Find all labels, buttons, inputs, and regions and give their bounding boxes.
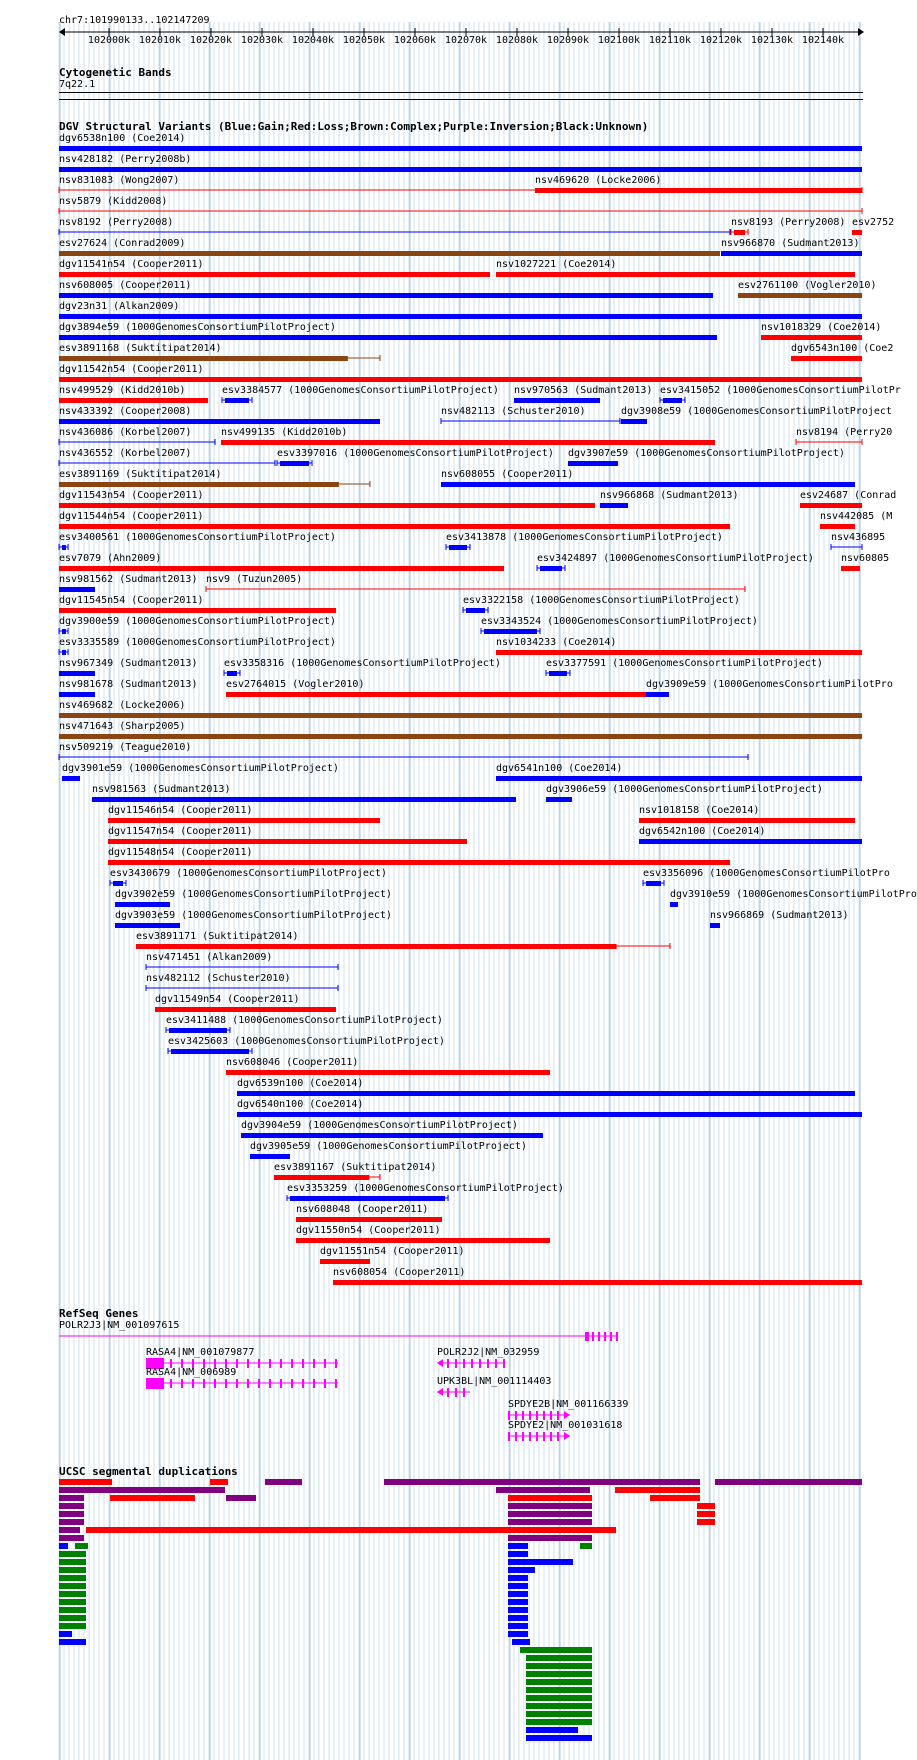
segdup-block[interactable] (59, 1575, 86, 1581)
dgv-feature-label: esv3891171 (Suktitipat2014) (136, 931, 299, 942)
dgv-feature-label: dgv11548n54 (Cooper2011) (108, 847, 253, 858)
dgv-feature-label: nsv471643 (Sharp2005) (59, 721, 186, 732)
dgv-feature-label: esv2764015 (Vogler2010) (226, 679, 365, 690)
dgv-feature-label: esv3358316 (1000GenomesConsortiumPilotProject) (224, 658, 501, 669)
ruler-tick-label: 102100k (597, 35, 641, 46)
segdup-block[interactable] (59, 1519, 84, 1525)
ruler-tick-label: 102090k (546, 35, 590, 46)
ruler-tick-label: 102110k (648, 35, 692, 46)
dgv-feature-label: nsv436895 (831, 532, 886, 543)
segdup-block[interactable] (526, 1703, 592, 1709)
dgv-feature-label: esv3891168 (Suktitipat2014) (59, 343, 222, 354)
dgv-feature-label: dgv3903e59 (1000GenomesConsortiumPilotProject) (115, 910, 392, 921)
segdup-block[interactable] (715, 1479, 862, 1485)
dgv-feature-label: esv3353259 (1000GenomesConsortiumPilotProject) (287, 1183, 564, 1194)
ruler-position: chr7:101990133..102147209 (59, 15, 210, 26)
segdup-block[interactable] (526, 1687, 592, 1693)
dgv-feature-label: esv3430679 (1000GenomesConsortiumPilotProject) (110, 868, 387, 879)
refseq-gene-label: POLR2J3|NM_001097615 (59, 1320, 180, 1331)
refseq-gene-label: SPDYE2|NM_001031618 (508, 1420, 623, 1431)
dgv-feature-label: dgv11549n54 (Cooper2011) (155, 994, 300, 1005)
refseq-gene-label: UPK3BL|NM_001114403 (437, 1376, 552, 1387)
dgv-feature-label: esv3400561 (1000GenomesConsortiumPilotProject) (59, 532, 336, 543)
ruler-tick-label: 102030k (240, 35, 284, 46)
dgv-feature-label: nsv981563 (Sudmant2013) (92, 784, 231, 795)
segdup-block[interactable] (520, 1647, 592, 1653)
segdup-block[interactable] (508, 1631, 528, 1637)
dgv-feature-label: nsv981678 (Sudmant2013) (59, 679, 198, 690)
dgv-track-title: DGV Structural Variants (Blue:Gain;Red:Loss;Brown:Complex;Purple:Inversion;Black:Unknown) (59, 120, 649, 133)
dgv-feature-label: dgv11542n54 (Cooper2011) (59, 364, 204, 375)
segdup-block[interactable] (59, 1583, 86, 1589)
dgv-feature-label: dgv3906e59 (1000GenomesConsortiumPilotProject) (546, 784, 823, 795)
ruler-tick-label: 102070k (444, 35, 488, 46)
dgv-feature-label: dgv11546n54 (Cooper2011) (108, 805, 253, 816)
dgv-feature-label: nsv482113 (Schuster2010) (441, 406, 586, 417)
cytoband-track-title: Cytogenetic Bands (59, 66, 172, 79)
dgv-feature-label: nsv608048 (Cooper2011) (296, 1204, 429, 1215)
dgv-feature-label: dgv3904e59 (1000GenomesConsortiumPilotProject) (241, 1120, 518, 1131)
dgv-feature-label: esv3424897 (1000GenomesConsortiumPilotProject) (537, 553, 814, 564)
segdup-block[interactable] (210, 1479, 228, 1485)
dgv-feature-label: dgv6540n100 (Coe2014) (237, 1099, 364, 1110)
dgv-feature-label: dgv11550n54 (Cooper2011) (296, 1225, 441, 1236)
segdup-block[interactable] (526, 1711, 592, 1717)
segdup-block[interactable] (615, 1487, 700, 1493)
cytoband-label: 7q22.1 (59, 79, 96, 90)
dgv-feature-label: nsv499529 (Kidd2010b) (59, 385, 186, 396)
dgv-feature-label: esv3415052 (1000GenomesConsortiumPilotPr (660, 385, 901, 396)
refseq-gene-label: RASA4|NM_006989 (146, 1367, 237, 1378)
ruler-tick-label: 102130k (750, 35, 794, 46)
dgv-feature-label: dgv3900e59 (1000GenomesConsortiumPilotProject) (59, 616, 336, 627)
segdup-block[interactable] (526, 1663, 592, 1669)
segdup-block[interactable] (110, 1495, 195, 1501)
dgv-feature-label: dgv3909e59 (1000GenomesConsortiumPilotPro (646, 679, 893, 690)
dgv-feature-label: nsv8194 (Perry20 (796, 427, 893, 438)
dgv-feature-label: dgv23n31 (Alkan2009) (59, 301, 180, 312)
segdup-block[interactable] (526, 1719, 592, 1725)
dgv-feature-label: esv3322158 (1000GenomesConsortiumPilotProject) (463, 595, 740, 606)
segdup-block[interactable] (508, 1567, 535, 1573)
dgv-feature-label: nsv8192 (Perry2008) (59, 217, 174, 228)
dgv-feature-label: esv24687 (Conrad (800, 490, 897, 501)
dgv-feature-label: dgv6542n100 (Coe2014) (639, 826, 766, 837)
segdup-track-title: UCSC segmental duplications (59, 1465, 238, 1478)
dgv-feature-label: nsv608055 (Cooper2011) (441, 469, 574, 480)
segdup-block[interactable] (508, 1535, 592, 1541)
dgv-feature-label: nsv1018158 (Coe2014) (639, 805, 760, 816)
dgv-feature-label: nsv608054 (Cooper2011) (333, 1267, 466, 1278)
dgv-feature-label: dgv6538n100 (Coe2014) (59, 133, 186, 144)
dgv-feature-label: nsv966868 (Sudmant2013) (600, 490, 739, 501)
segdup-block[interactable] (697, 1503, 715, 1509)
dgv-feature-label: nsv1034233 (Coe2014) (496, 637, 617, 648)
segdup-block[interactable] (508, 1503, 592, 1509)
dgv-feature-label: dgv6539n100 (Coe2014) (237, 1078, 364, 1089)
ruler-tick-label: 102000k (87, 35, 131, 46)
dgv-feature-label: nsv428182 (Perry2008b) (59, 154, 192, 165)
segdup-block[interactable] (508, 1559, 573, 1565)
segdup-block[interactable] (59, 1495, 84, 1501)
segdup-block[interactable] (697, 1511, 715, 1517)
segdup-block[interactable] (59, 1623, 86, 1629)
ruler-tick-label: 102060k (393, 35, 437, 46)
dgv-feature-label: nsv469620 (Locke2006) (535, 175, 662, 186)
segdup-block[interactable] (59, 1511, 84, 1517)
dgv-feature-label: esv2761100 (Vogler2010) (738, 280, 877, 291)
dgv-feature-label: esv3356096 (1000GenomesConsortiumPilotPro (643, 868, 890, 879)
dgv-feature-label: nsv967349 (Sudmant2013) (59, 658, 198, 669)
dgv-feature-label: nsv509219 (Teague2010) (59, 742, 192, 753)
dgv-feature-label: esv3343524 (1000GenomesConsortiumPilotProject) (481, 616, 758, 627)
dgv-feature-label: nsv60805 (841, 553, 890, 564)
dgv-feature-label: dgv3910e59 (1000GenomesConsortiumPilotPro (670, 889, 917, 900)
dgv-feature-label: dgv3907e59 (1000GenomesConsortiumPilotProject) (568, 448, 845, 459)
segdup-block[interactable] (226, 1495, 256, 1501)
dgv-feature-label: dgv11551n54 (Cooper2011) (320, 1246, 465, 1257)
dgv-feature-label: nsv5879 (Kidd2008) (59, 196, 168, 207)
segdup-block[interactable] (508, 1591, 528, 1597)
segdup-block[interactable] (508, 1583, 528, 1589)
dgv-feature-label: esv3891169 (Suktitipat2014) (59, 469, 222, 480)
dgv-feature-label: nsv436552 (Korbel2007) (59, 448, 192, 459)
refseq-gene-label: SPDYE2B|NM_001166339 (508, 1399, 629, 1410)
segdup-block[interactable] (59, 1487, 225, 1493)
segdup-block[interactable] (526, 1671, 592, 1677)
dgv-feature-label: esv27624 (Conrad2009) (59, 238, 186, 249)
dgv-feature-label: dgv6543n100 (Coe2 (791, 343, 894, 354)
segdup-block[interactable] (59, 1631, 72, 1637)
dgv-feature-label: dgv11544n54 (Cooper2011) (59, 511, 204, 522)
refseq-gene-label: POLR2J2|NM_032959 (437, 1347, 540, 1358)
segdup-block[interactable] (508, 1527, 592, 1533)
segdup-block[interactable] (59, 1639, 86, 1645)
segdup-block[interactable] (650, 1495, 700, 1501)
segdup-block[interactable] (59, 1615, 86, 1621)
segdup-block[interactable] (75, 1543, 88, 1549)
dgv-feature-label: dgv11543n54 (Cooper2011) (59, 490, 204, 501)
segdup-block[interactable] (59, 1527, 80, 1533)
dgv-feature-label: nsv8193 (Perry2008) (731, 217, 846, 228)
segdup-block[interactable] (508, 1607, 528, 1613)
dgv-feature-label: nsv608046 (Cooper2011) (226, 1057, 359, 1068)
dgv-feature-label: esv2752 (852, 217, 895, 228)
segdup-block[interactable] (526, 1735, 592, 1741)
segdup-block[interactable] (508, 1599, 528, 1605)
segdup-block[interactable] (59, 1567, 86, 1573)
dgv-feature-label: nsv966869 (Sudmant2013) (710, 910, 849, 921)
ruler-tick-label: 102080k (495, 35, 539, 46)
segdup-block[interactable] (59, 1591, 86, 1597)
dgv-feature-label: nsv831083 (Wong2007) (59, 175, 180, 186)
dgv-feature-label: nsv1018329 (Coe2014) (761, 322, 882, 333)
dgv-feature-label: dgv11547n54 (Cooper2011) (108, 826, 253, 837)
ruler-tick-label: 102020k (189, 35, 233, 46)
dgv-feature-label: nsv442085 (M (820, 511, 893, 522)
dgv-feature-label: nsv9 (Tuzun2005) (206, 574, 303, 585)
dgv-feature-label: esv3384577 (1000GenomesConsortiumPilotProject) (222, 385, 499, 396)
dgv-feature-label: nsv482112 (Schuster2010) (146, 973, 291, 984)
segdup-block[interactable] (526, 1679, 592, 1685)
ruler-tick-label: 102050k (342, 35, 386, 46)
segdup-block[interactable] (580, 1543, 592, 1549)
dgv-feature-label: nsv608005 (Cooper2011) (59, 280, 192, 291)
segdup-block[interactable] (59, 1479, 112, 1485)
dgv-feature-label: esv3425603 (1000GenomesConsortiumPilotProject) (168, 1036, 445, 1047)
segdup-block[interactable] (697, 1519, 715, 1525)
dgv-feature-label: nsv966870 (Sudmant2013) (721, 238, 860, 249)
ruler-tick-label: 102120k (699, 35, 743, 46)
ruler-tick-label: 102140k (801, 35, 845, 46)
segdup-block[interactable] (59, 1535, 84, 1541)
segdup-block[interactable] (508, 1511, 592, 1517)
dgv-feature-label: nsv970563 (Sudmant2013) (514, 385, 653, 396)
segdup-block[interactable] (508, 1575, 528, 1581)
dgv-feature-label: esv3891167 (Suktitipat2014) (274, 1162, 437, 1173)
segdup-block[interactable] (526, 1727, 578, 1733)
segdup-block[interactable] (508, 1495, 592, 1501)
segdup-block[interactable] (508, 1615, 528, 1621)
dgv-feature-label: esv3413878 (1000GenomesConsortiumPilotProject) (446, 532, 723, 543)
dgv-feature-label: nsv981562 (Sudmant2013) (59, 574, 198, 585)
segdup-block[interactable] (59, 1503, 84, 1509)
dgv-feature-label: dgv6541n100 (Coe2014) (496, 763, 623, 774)
dgv-feature-label: esv3377591 (1000GenomesConsortiumPilotProject) (546, 658, 823, 669)
ruler-tick-label: 102010k (138, 35, 182, 46)
segdup-block[interactable] (265, 1479, 302, 1485)
dgv-feature-label: dgv3894e59 (1000GenomesConsortiumPilotProject) (59, 322, 336, 333)
dgv-feature-label: esv7079 (Ahn2009) (59, 553, 162, 564)
dgv-feature-label: dgv3901e59 (1000GenomesConsortiumPilotProject) (62, 763, 339, 774)
segdup-block[interactable] (59, 1551, 86, 1557)
segdup-block[interactable] (59, 1559, 86, 1565)
dgv-feature-label: nsv436086 (Korbel2007) (59, 427, 192, 438)
segdup-block[interactable] (496, 1487, 590, 1493)
ruler-tick-label: 102040k (291, 35, 335, 46)
segdup-block[interactable] (526, 1655, 592, 1661)
dgv-feature-label: dgv11545n54 (Cooper2011) (59, 595, 204, 606)
segdup-block[interactable] (384, 1479, 700, 1485)
dgv-feature-label: nsv1027221 (Coe2014) (496, 259, 617, 270)
dgv-feature-label: dgv3905e59 (1000GenomesConsortiumPilotProject) (250, 1141, 527, 1152)
segdup-block[interactable] (508, 1519, 592, 1525)
refseq-gene-label: RASA4|NM_001079877 (146, 1347, 255, 1358)
dgv-feature-label: dgv3902e59 (1000GenomesConsortiumPilotProject) (115, 889, 392, 900)
dgv-feature-label: esv3397016 (1000GenomesConsortiumPilotProject) (277, 448, 554, 459)
dgv-feature-label: nsv499135 (Kidd2010b) (221, 427, 348, 438)
segdup-block[interactable] (508, 1543, 528, 1549)
segdup-block[interactable] (526, 1695, 592, 1701)
segdup-block[interactable] (59, 1607, 86, 1613)
dgv-feature-label: nsv469682 (Locke2006) (59, 700, 186, 711)
dgv-feature-label: esv3335589 (1000GenomesConsortiumPilotProject) (59, 637, 336, 648)
segdup-block[interactable] (508, 1623, 528, 1629)
segdup-block[interactable] (59, 1599, 86, 1605)
dgv-feature-label: nsv471451 (Alkan2009) (146, 952, 273, 963)
dgv-feature-label: dgv11541n54 (Cooper2011) (59, 259, 204, 270)
refseq-track-title: RefSeq Genes (59, 1307, 139, 1320)
segdup-block[interactable] (508, 1551, 528, 1557)
dgv-feature-label: esv3411488 (1000GenomesConsortiumPilotProject) (166, 1015, 443, 1026)
segdup-block[interactable] (59, 1543, 68, 1549)
segdup-block[interactable] (512, 1639, 530, 1645)
dgv-feature-label: nsv433392 (Cooper2008) (59, 406, 192, 417)
dgv-feature-label: dgv3908e59 (1000GenomesConsortiumPilotProject (621, 406, 892, 417)
